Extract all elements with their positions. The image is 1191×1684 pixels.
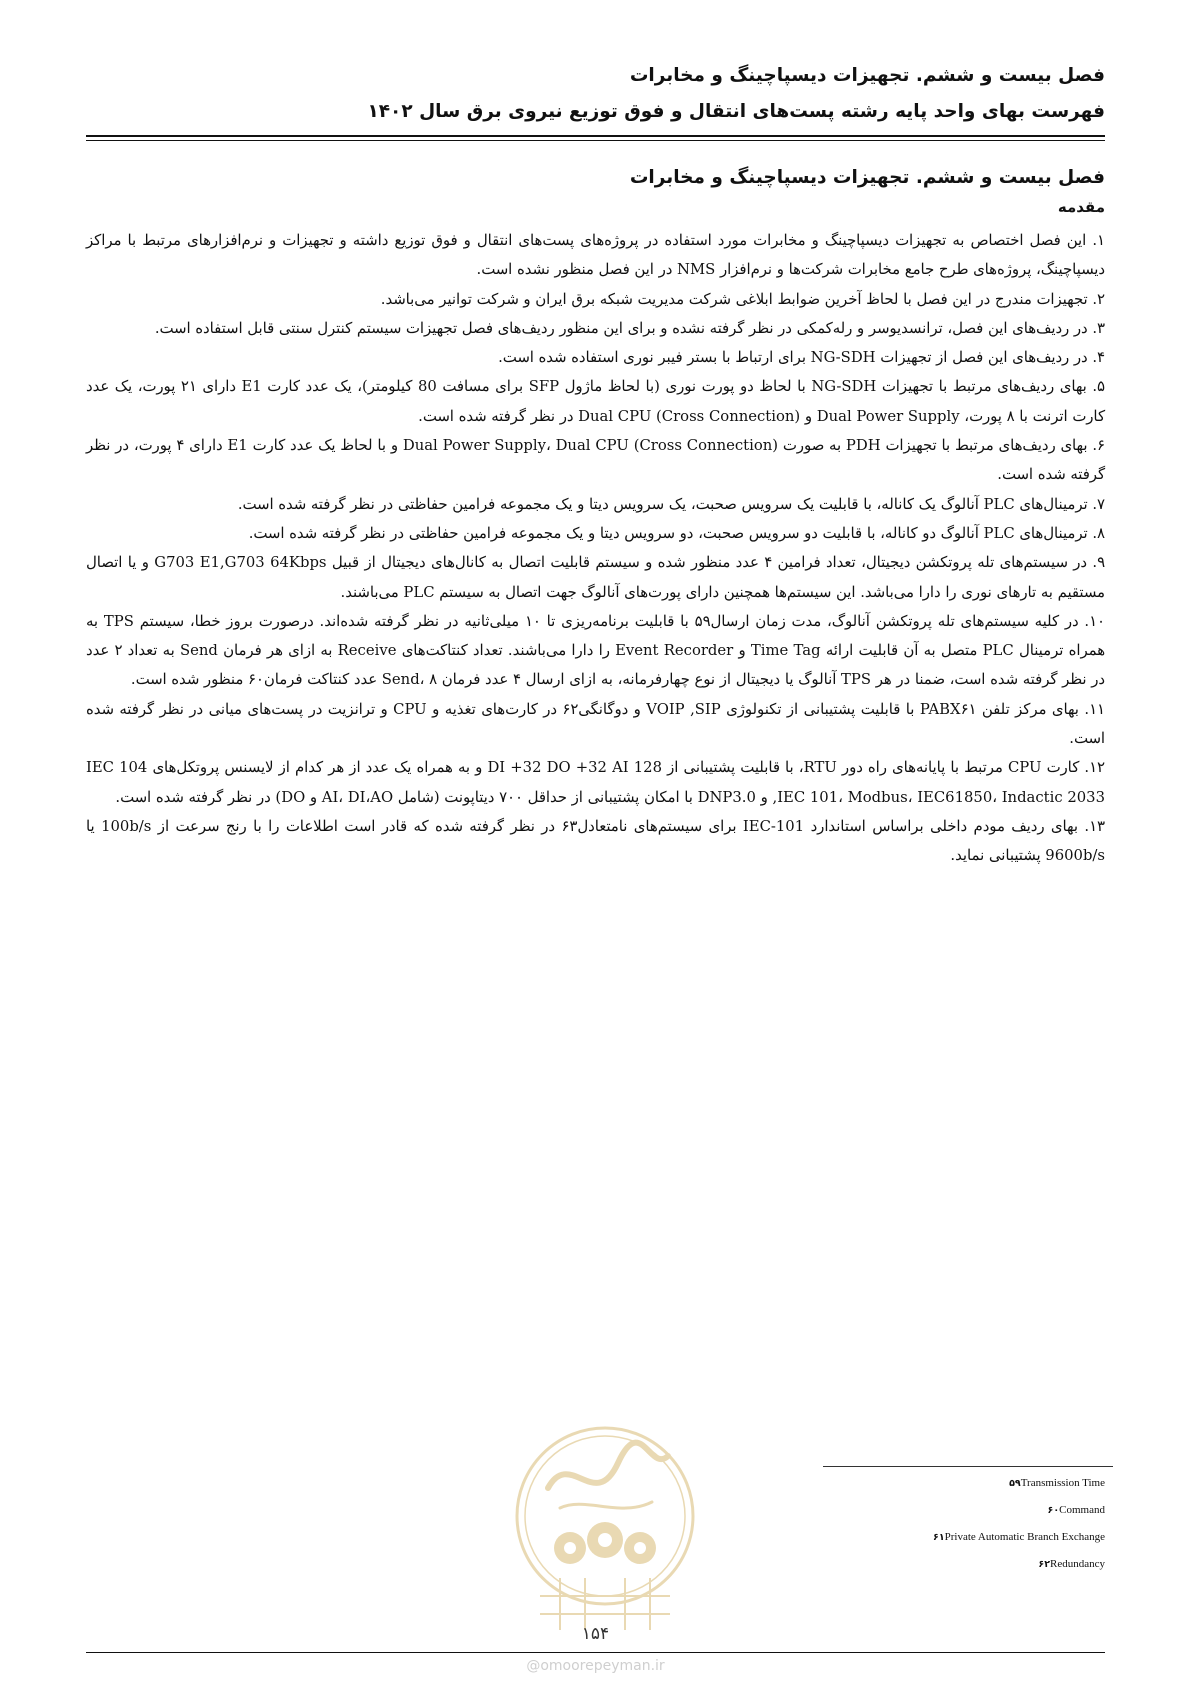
paragraph-2: ۲. تجهیزات مندرج در این فصل با لحاظ آخرین ضوابط ابلاغی شرکت مدیریت شبکه برق ایران و شرکت توانیر می‌باشد. [380,290,1105,308]
watermark-site-text: @omoorepeyman.ir [526,1658,665,1674]
footnote-separator [823,1466,1113,1467]
footnote-text: Redundancy [1050,1558,1105,1570]
paragraph-13: ۱۳. بهای ردیف مودم داخلی براساس استاندارد IEC-101 برای سیستم‌های نامتعادل۶۳ در نظر گرفته شده که قادر است اطلاعات را با رنج سرعت از 100b/s یا 9600b/s پشتیبانی نماید. [86,817,1105,865]
page-number: ۱۵۴ [581,1624,610,1644]
footnote-number: ۵۹ [1009,1478,1021,1489]
paragraph-9: ۹. در سیستم‌های تله پروتکشن دیجیتال، تعداد فرامین ۴ عدد منظور شده و سیستم قابلیت اتصال به کانال‌های دیجیتال از قبیل G703 E1,G703 64Kbps و یا اتصال مستقیم به تارهای نوری را دارا می‌باشد. این سیستم‌ها همچنین دارای پورت‌های آنالوگ جهت اتصال به سیستم PLC می‌باشند. [86,554,1106,601]
paragraph-8: ۸. ترمینال‌های PLC آنالوگ دو کاناله، با قابلیت دو سرویس صحبت، دو سرویس دیتا و یک مجموعه فرامین حفاظتی در نظر گرفته شده است. [248,524,1105,542]
paragraph-5: ۵. بهای ردیف‌های مرتبط با تجهیزات NG-SDH با لحاظ دو پورت نوری (با لحاظ ماژول SFP برای مسافت 80 کیلومتر)، یک عدد کارت E1 دارای ۲۱ پورت، یک عدد کارت اترنت با ۸ پورت، Dual Power Supply و Dual CPU (Cross Connection) در نظر گرفته شده است. [86,378,1105,425]
footnote-number: ۶۲ [1038,1559,1051,1570]
main-content [86,162,1105,871]
footnotes [86,1470,1105,1578]
paragraph-4: ۴. در ردیف‌های این فصل از تجهیزات NG-SDH برای ارتباط با بستر فیبر نوری استفاده شده است. [498,349,1105,367]
paragraph-10: ۱۰. در کلیه سیستم‌های تله پروتکشن آنالوگ، مدت زمان ارسال۵۹ با قابلیت برنامه‌ریزی تا ۱۰ میلی‌ثانیه در نظر گرفته شده‌اند. درصورت بروز خطا، سیستم TPS به همراه ترمینال PLC متصل به آن قابلیت ارائه Time Tag و Event Recorder را دارا می‌باشند. تعداد کنتاکت‌های Receive به ازای هر فرمان Send به تعداد ۲ عدد در نظر گرفته شده است، ضمنا در هر TPS آنالوگ یا دیجیتال از نوع چهارفرمانه، به ازای ارسال ۴ عدد فرمان Send، ۸ عدد کنتاکت فرمان۶۰ منظور شده است. [86,612,1105,689]
header-rule [86,135,1105,141]
footnote-number: ۶۰ [1047,1505,1060,1516]
paragraph-11: ۱۱. بهای مرکز تلفن PABX۶۱ با قابلیت پشتیبانی از تکنولوژی VOIP ,SIP و دوگانگی۶۲ در کارت‌های تغذیه و CPU و ترانزیت در پست‌های میانی در نظر گرفته شده است. [86,700,1105,748]
footnote-61 [86,1524,1105,1551]
footer-rule [86,1652,1105,1653]
paragraph-7: ۷. ترمینال‌های PLC آنالوگ یک کاناله، با قابلیت یک سرویس صحبت، یک سرویس دیتا و یک مجموعه فرامین حفاظتی در نظر گرفته شده است. [237,495,1105,513]
footnote-text: Command [1059,1504,1105,1516]
section-subtitle: مقدمه [1057,198,1105,216]
paragraph-12: ۱۲. کارت CPU مرتبط با پایانه‌های راه دور RTU، با قابلیت پشتیبانی از 128 DI +32 DO +32 AI و به همراه یک عدد از هر کدام از لایسنس پروتکل‌های IEC 104 ,IEC 101، Modbus، IEC61850، Indactic 2033 و DNP3.0 با امکان پشتیبانی از حداقل ۷۰۰ دیتاپونت (شامل AI، DI،AO و DO) در نظر گرفته شده است. [86,759,1105,806]
paragraph-6: ۶. بهای ردیف‌های مرتبط با تجهیزات PDH به صورت Dual Power Supply، Dual CPU (Cross Connection) و با لحاظ یک عدد کارت E1 دارای ۴ پورت، در نظر گرفته شده است. [86,437,1105,484]
paragraph-3: ۳. در ردیف‌های این فصل، ترانسدیوسر و رله‌کمکی در نظر گرفته نشده و برای این منظور ردیف‌های فصل تجهیزات سیستم کنترل سنتی قابل استفاده است. [154,319,1105,337]
header-chapter-title: فصل بیست و ششم. تجهیزات دیسپاچینگ و مخابرات [629,65,1105,86]
footnote-59 [86,1470,1105,1497]
footnote-text: Private Automatic Branch Exchange [944,1531,1105,1543]
section-title: فصل بیست و ششم. تجهیزات دیسپاچینگ و مخابرات [629,167,1105,188]
footnote-number: ۶۱ [933,1532,945,1543]
footnote-text: Transmission Time [1020,1477,1105,1489]
footnote-60 [86,1497,1105,1524]
footnote-62 [86,1551,1105,1578]
paragraph-1: ۱. این فصل اختصاص به تجهیزات دیسپاچینگ و مخابرات مورد استفاده در پروژه‌های پست‌های انتقال و فوق توزیع داشته و تجهیزات و نرم‌افزارهای مرتبط با مراکز دیسپاچینگ، پروژه‌های طرح جامع مخابرات شرکت‌ها و نرم‌افزار NMS در این فصل منظور نشده است. [86,232,1105,279]
header-document-title: فهرست بهای واحد پایه رشته پست‌های انتقال و فوق توزیع نیروی برق سال ۱۴۰۲ [367,101,1105,122]
page-header [86,58,1105,141]
